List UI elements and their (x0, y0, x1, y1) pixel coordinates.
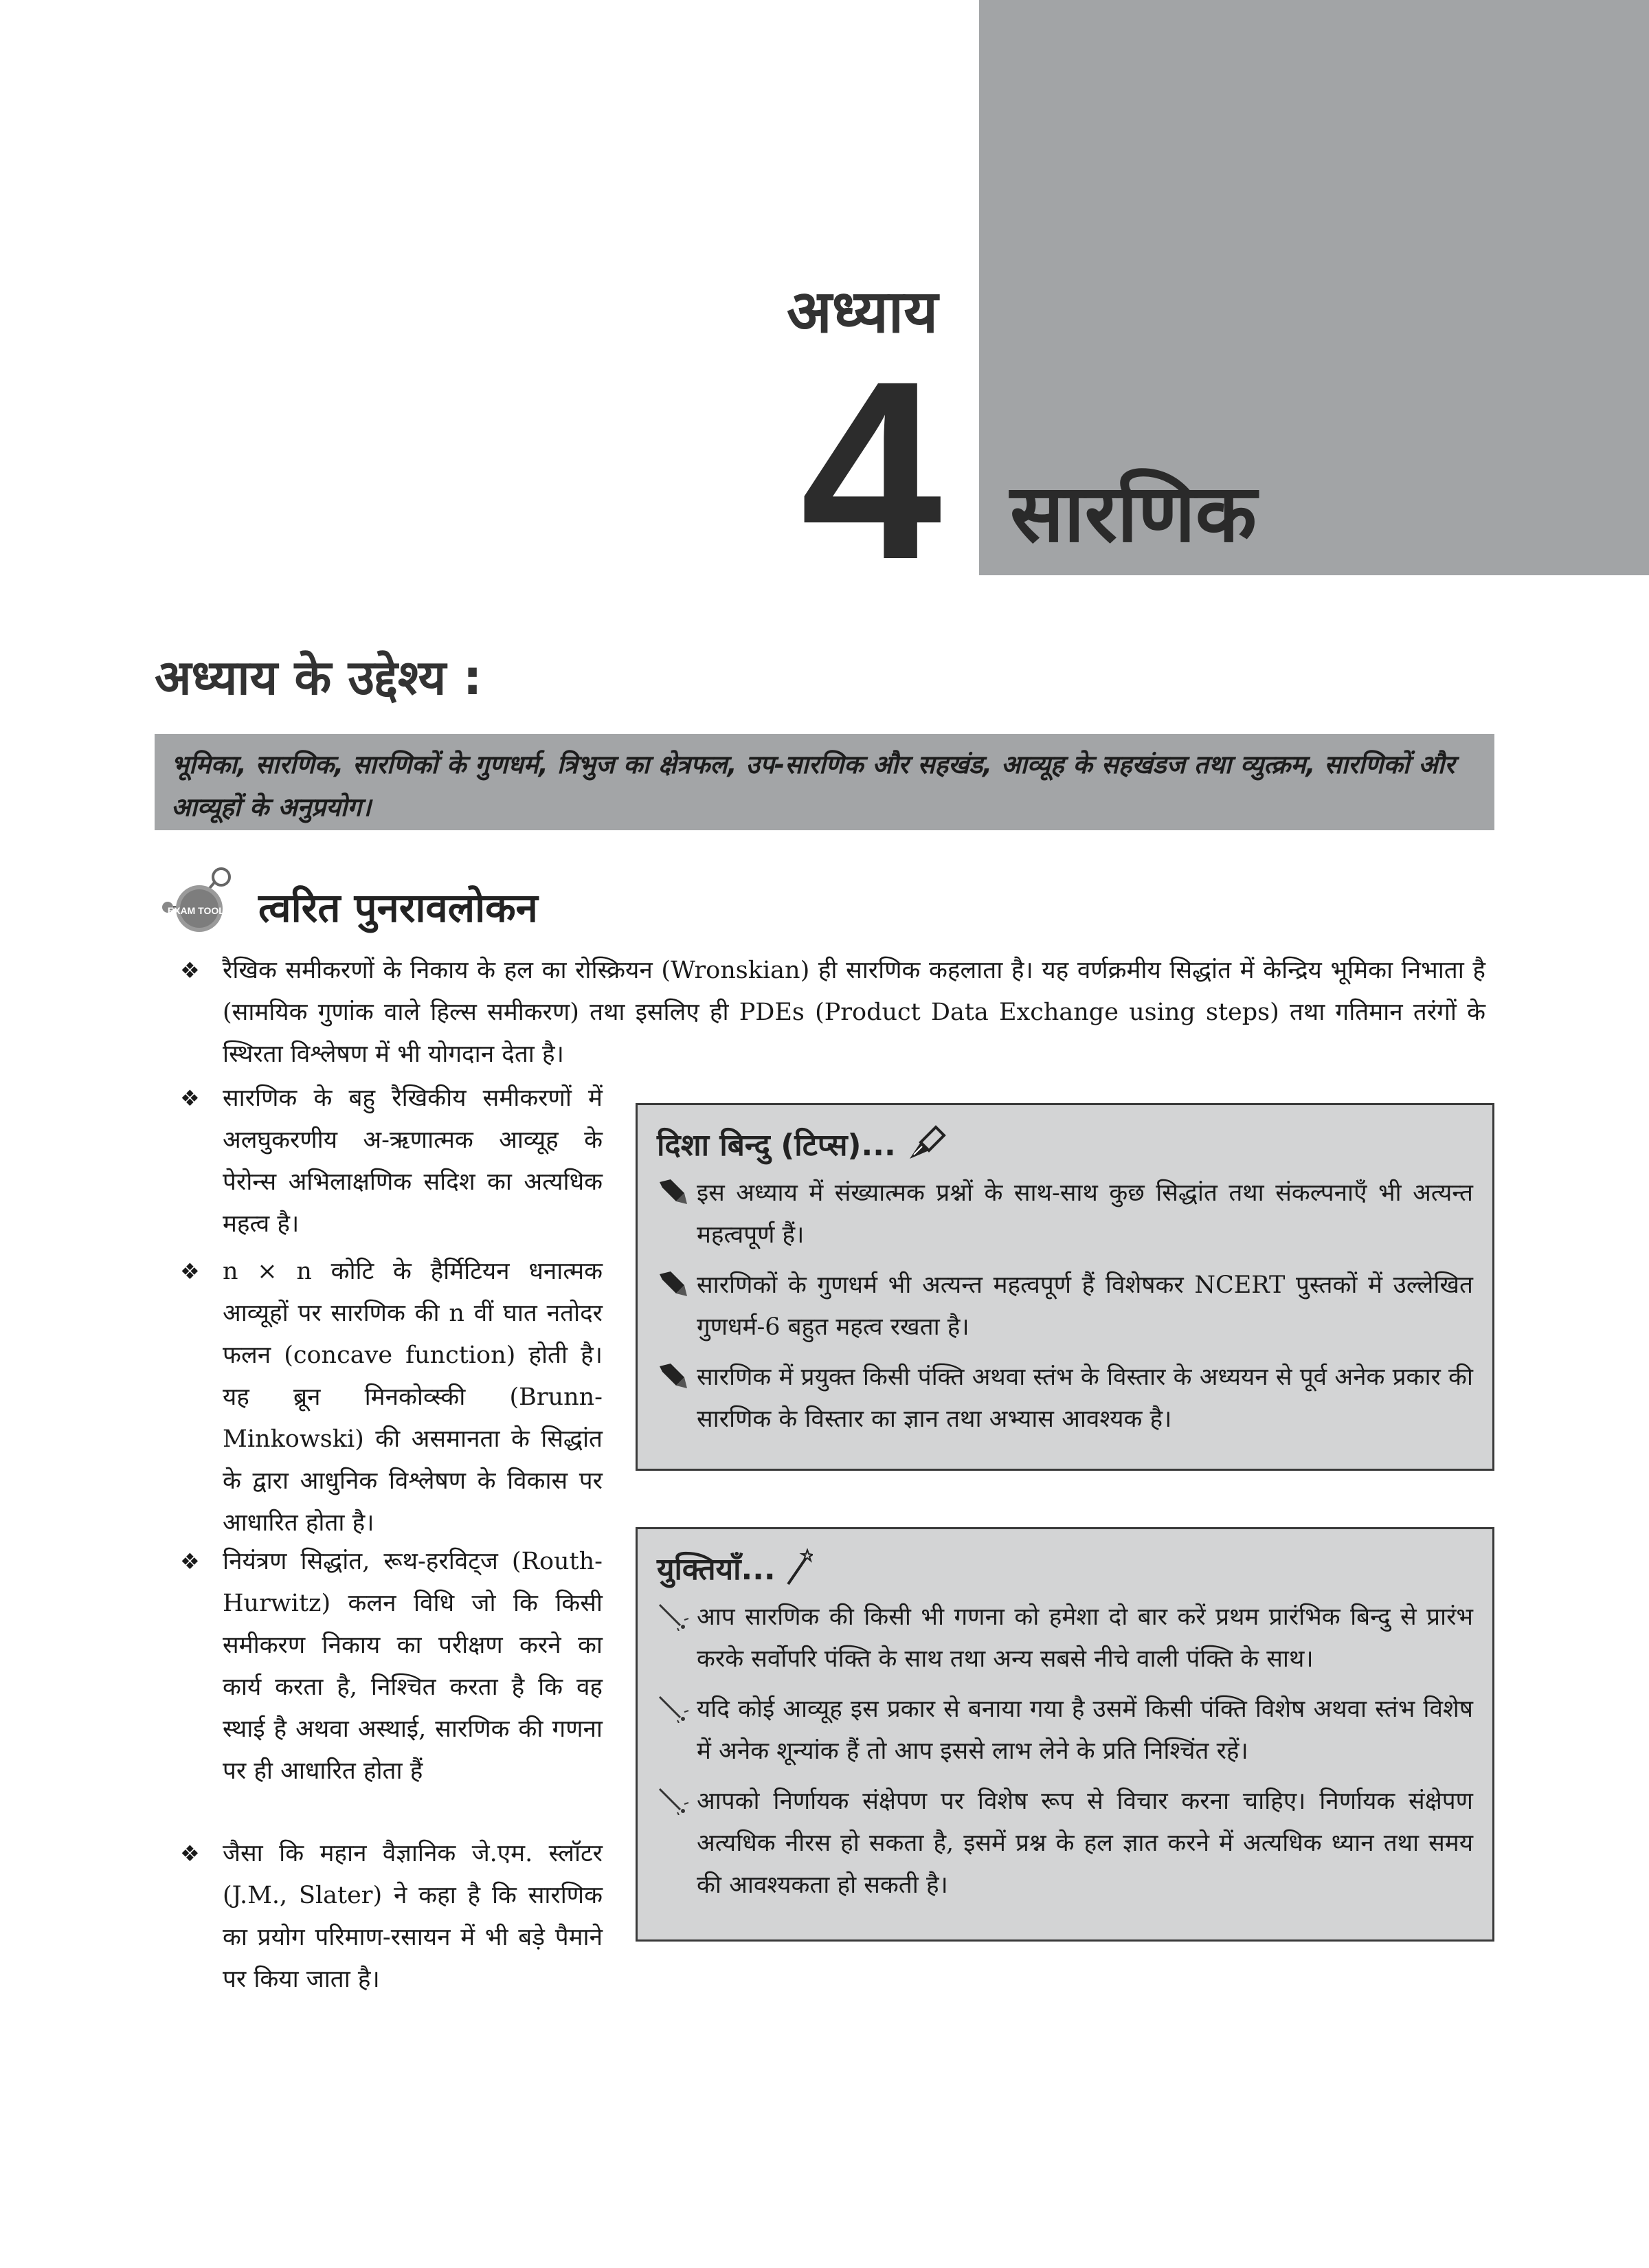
wand-bullet-icon (657, 1693, 690, 1723)
quick-review-heading (158, 865, 538, 947)
review-point (180, 950, 1485, 1076)
pen-nib-bullet-icon (657, 1177, 690, 1207)
trick-text: यदि कोई आव्यूह इस प्रकार से बनाया गया है उसमें किसी पंक्ति विशेष अथवा स्तंभ विशेष में अनेक शून्यांक हैं तो आप इससे लाभ लेने के प्रति निश्चिंत रहें। (697, 1696, 1473, 1765)
diamond-bullet-icon: ❖ (180, 1085, 200, 1111)
chapter-word: अध्याय (787, 278, 939, 346)
diamond-bullet-icon: ❖ (180, 1841, 200, 1867)
trick-item (657, 1597, 1473, 1680)
review-point-text: रैखिक समीकरणों के निकाय के हल का रोस्क्रियन (Wronskian) ही सारणिक कहलाता है। यह वर्णक्रमीय सिद्धांत में केन्द्रिय भूमिका निभाता है (सामयिक गुणांक वाले हिल्स समीकरण) तथा इसलिए ही PDEs (Product Data Exchange using steps) तथा गतिमान तरंगों के स्थिरता विश्लेषण में भी योगदान देता है। (223, 957, 1485, 1068)
chapter-title: सारणिक (1010, 467, 1257, 560)
tricks-heading (657, 1547, 1473, 1588)
diamond-bullet-icon: ❖ (180, 1548, 200, 1575)
chapter-number: 4 (800, 329, 942, 612)
tip-text: इस अध्याय में संख्यात्मक प्रश्नों के साथ-साथ कुछ सिद्धांत तथा संकल्पनाएँ भी अत्यन्त महत्वपूर्ण हैं। (697, 1179, 1473, 1249)
tip-item (657, 1357, 1473, 1441)
tips-box (636, 1103, 1494, 1471)
pen-nib-bullet-icon (657, 1269, 690, 1299)
trick-item (657, 1689, 1473, 1772)
exam-tools-logo-icon (158, 865, 240, 947)
magic-wand-icon (785, 1548, 813, 1587)
tricks-heading-text: युक्तियाँ... (657, 1552, 776, 1587)
exam-tools-logo-text: EXAM TOOLS (167, 905, 232, 916)
review-point-text: n × n कोटि के हैर्मिटियन धनात्मक आव्यूहों पर सारणिक की n वीं घात नतोदर फलन (concave function) होती है। यह ब्रून मिनकोव्स्की (Brunn-Minkowski) की असमानता के सिद्धांत के द्वारा आधुनिक विश्लेषण के विकास पर आधारित होता है। (223, 1258, 603, 1537)
review-point-text: सारणिक के बहु रैखिकीय समीकरणों में अलघुकरणीय अ-ऋणात्मक आव्यूह के पेरोन्स अभिलाक्षणिक सदिश का अत्यधिक महत्व है। (223, 1085, 603, 1238)
tricks-box (636, 1527, 1494, 1942)
diamond-bullet-icon: ❖ (180, 1258, 200, 1285)
tip-text: सारणिक में प्रयुक्त किसी पंक्ति अथवा स्तंभ के विस्तार के अध्ययन से पूर्व अनेक प्रकार की सारणिक के विस्तार का ज्ञान तथा अभ्यास आवश्यक है। (697, 1364, 1473, 1433)
objectives-text: भूमिका, सारणिक, सारणिकों के गुणधर्म, त्रिभुज का क्षेत्रफल, उप-सारणिक और सहखंड, आव्यूह के सहखंडज तथा व्युत्क्रम, सारणिकों और आव्यूहों के अनुप्रयोग। (171, 750, 1455, 822)
trick-item (657, 1781, 1473, 1906)
objectives-box (155, 734, 1494, 830)
review-point-text: नियंत्रण सिद्धांत, रूथ-हरविट्ज (Routh-Hurwitz) कलन विधि जो कि किसी समीकरण निकाय का परीक्षण करने का कार्य करता है, निश्चित करता है कि वह स्थाई है अथवा अस्थाई, सारणिक की गणना पर ही आधारित होता हैं (223, 1548, 603, 1785)
objectives-heading: अध्याय के उद्देश्य : (155, 649, 482, 706)
trick-text: आपको निर्णायक संक्षेपण पर विशेष रूप से विचार करना चाहिए। निर्णायक संक्षेपण अत्यधिक नीरस हो सकता है, इसमें प्रश्न के हल ज्ञात करने में अत्यधिक ध्यान तथा समय की आवश्यकता हो सकती है। (697, 1788, 1473, 1899)
tips-heading-text: दिशा बिन्दु (टिप्स)... (657, 1128, 896, 1163)
pen-nib-bullet-icon (657, 1361, 690, 1391)
tip-item (657, 1265, 1473, 1348)
review-point-text: जैसा कि महान वैज्ञानिक जे.एम. स्लॉटर (J.M., Slater) ने कहा है कि सारणिक का प्रयोग परिमाण-रसायन में भी बड़े पैमाने पर किया जाता है। (223, 1840, 603, 1993)
wand-bullet-icon (657, 1785, 690, 1815)
trick-text: आप सारणिक की किसी भी गणना को हमेशा दो बार करें प्रथम प्रारंभिक बिन्दु से प्रारंभ करके सर्वोपरि पंक्ति के साथ तथा अन्य सबसे नीचे वाली पंक्ति के साथ। (697, 1603, 1473, 1673)
diamond-bullet-icon: ❖ (180, 957, 200, 983)
tips-heading (657, 1123, 1473, 1164)
tip-item (657, 1172, 1473, 1256)
pen-nib-icon (906, 1124, 947, 1163)
tip-text: सारणिकों के गुणधर्म भी अत्यन्त महत्वपूर्ण हैं विशेषकर NCERT पुस्तकों में उल्लेखित गुणधर्म-6 बहुत महत्व रखता है। (697, 1271, 1473, 1341)
quick-review-title: त्वरित पुनरावलोकन (258, 884, 538, 931)
review-point (180, 1541, 603, 1792)
review-point (180, 1251, 603, 1544)
review-point (180, 1078, 603, 1245)
review-point (180, 1833, 603, 2001)
wand-bullet-icon (657, 1601, 690, 1631)
